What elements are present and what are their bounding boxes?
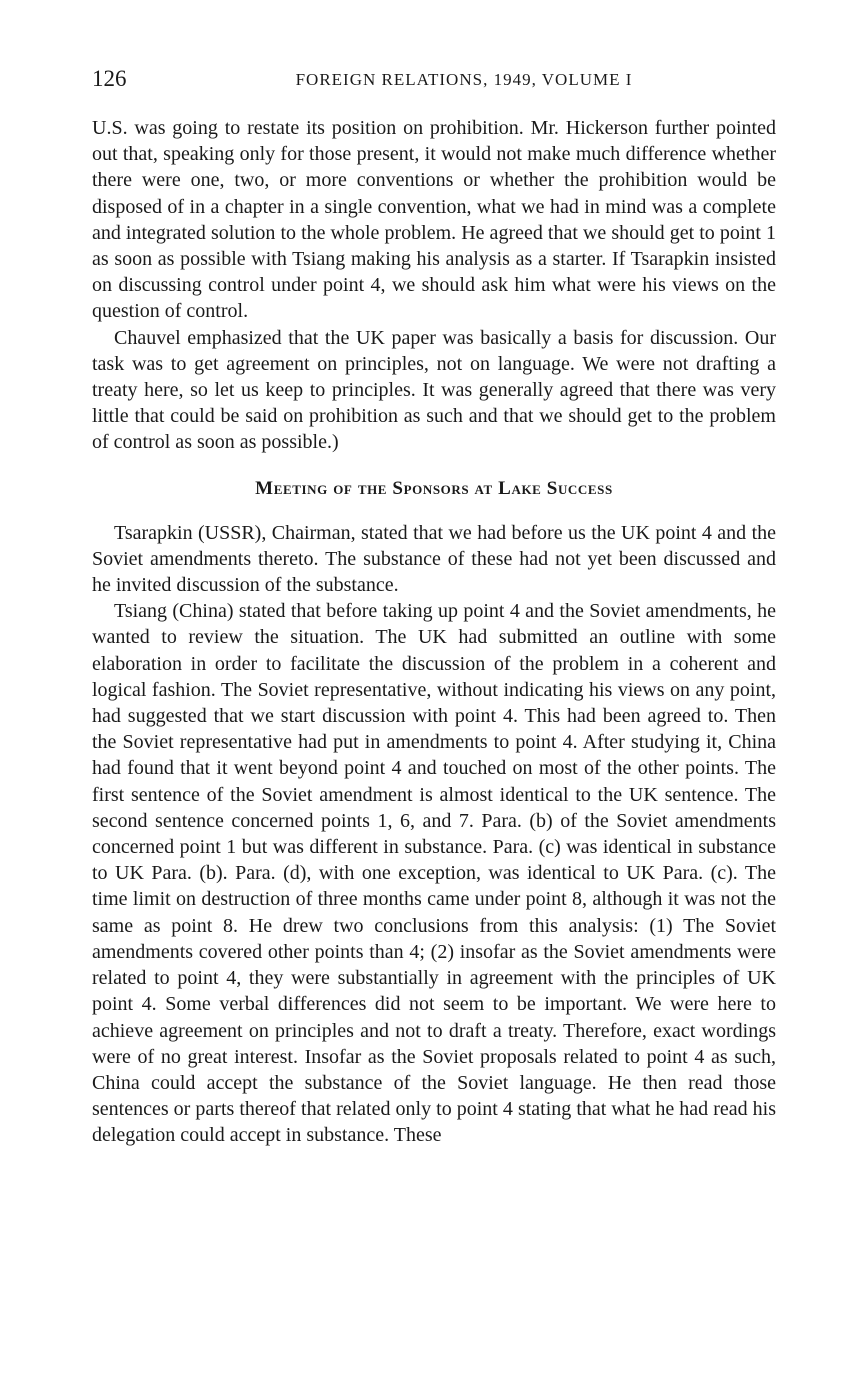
page-number: 126 [92, 66, 127, 91]
paragraph-tsarapkin: Tsarapkin (USSR), Chairman, stated that we had before us the UK point 4 and the Soviet amendments thereto. The substance of these had not yet been discussed and he invited discussion of the substance. [92, 521, 776, 597]
section-heading: Meeting of the Sponsors at Lake Success [255, 477, 613, 499]
running-title: FOREIGN RELATIONS, 1949, VOLUME I [295, 70, 633, 89]
running-head [92, 64, 776, 94]
paragraph-chauvel: Chauvel emphasized that the UK paper was basically a basis for discussion. Our task was to get agreement on principles, not on language. We were not drafting a treaty here, so let us keep to principles. It was generally agreed that there was very little that could be said on prohibition as such and that we should get to the problem of control as soon as possible.) [92, 326, 776, 454]
body-text [92, 115, 776, 1149]
paragraph-continuation: U.S. was going to restate its position on prohibition. Mr. Hickerson further pointed out that, speaking only for those present, it would not make much difference whether there were one, two, or more conventions or whether the prohibition would be disposed of in a chapter in a single convention, what we had in mind was a complete and integrated solution to the whole problem. He agreed that we should get to point 1 as soon as possible with Tsiang making his analysis as a starter. If Tsarapkin insisted on discussing control under point 4, we should ask him what were his views on the question of control. [92, 117, 776, 323]
paragraph-tsiang: Tsiang (China) stated that before taking up point 4 and the Soviet amendments, he wanted to review the situation. The UK had submitted an outline with some elaboration in order to facilitate the discussion of the problem in a coherent and logical fashion. The Soviet representative, without indicating his views on any point, had suggested that we start discussion with point 4. This had been agreed to. Then the Soviet representative had put in amendments to point 4. After studying it, China had found that it went beyond point 4 and touched on most of the other points. The first sentence of the Soviet amendment is almost identical to the UK sentence. The second sentence concerned points 1, 6, and 7. Para. (b) of the Soviet amendments concerned point 1 but was different in substance. Para. (c) was identical in substance to UK Para. (b). Para. (d), with one exception, was identical to UK Para. (c). The time limit on destruction of three months came under point 8, although it was not the same as point 8. He drew two conclusions from this analysis: (1) The Soviet amendments covered other points than 4; (2) insofar as the Soviet amendments were related to point 4, they were substantially in agreement with the principles of UK point 4. Some verbal differences did not seem to be important. We were here to achieve agreement on principles and not to draft a treaty. Therefore, exact wordings were of no great interest. Insofar as the Soviet proposals related to point 4 as such, China could accept the substance of the Soviet language. He then read those sentences or parts thereof that related only to point 4 stating that what he had read his delegation could accept in substance. These [92, 600, 776, 1147]
